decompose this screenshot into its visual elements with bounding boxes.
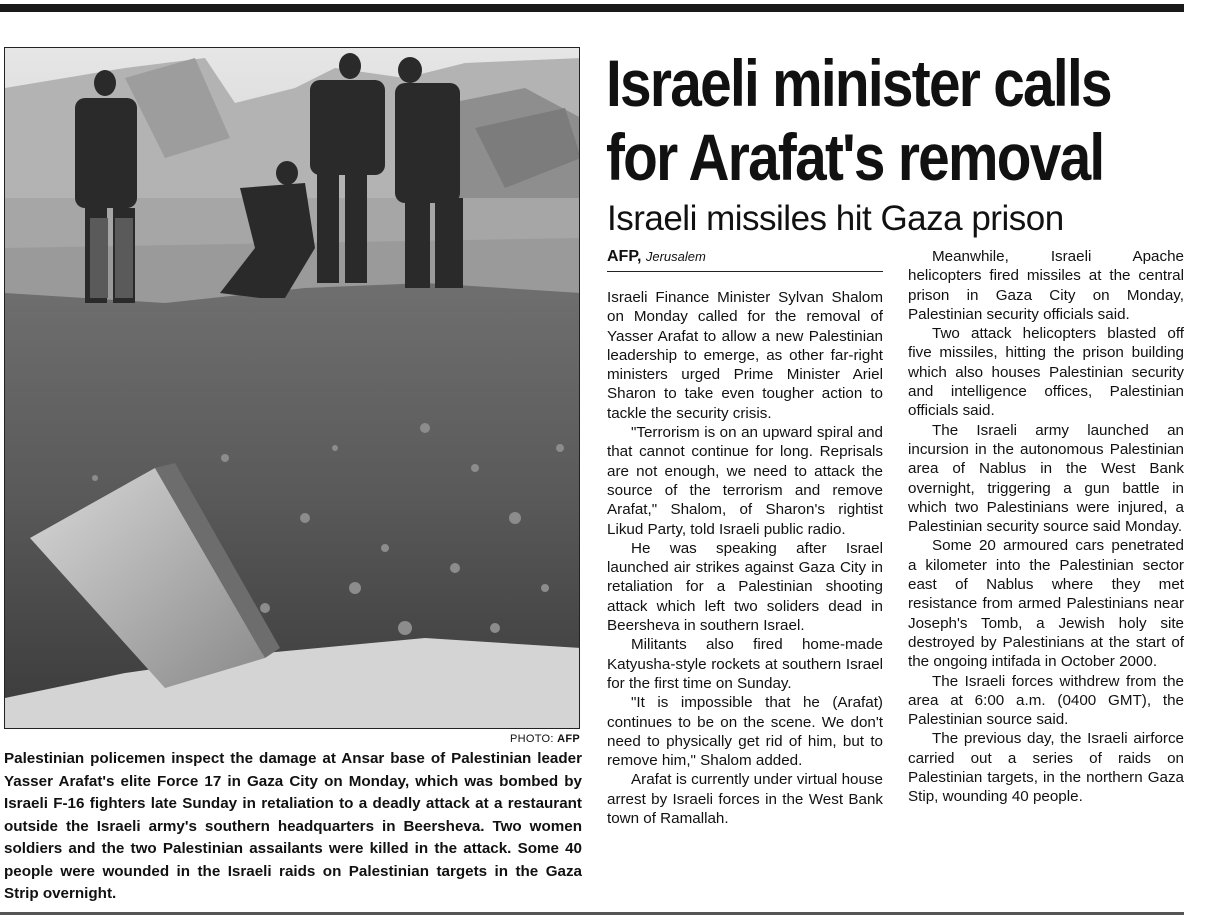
- paragraph: Some 20 armoured cars penetrated a kilometer into the Palestinian sector east of Nablus where they met resistance from armed Palestinians near Joseph's Tomb, a Jewish holy site destroyed by Palestinians at the start of the ongoing intifada in October 2000.: [908, 537, 1184, 671]
- paragraph: The Israeli army launched an incursion in the autonomous Palestinian area of Nablus in the West Bank overnight, triggering a gun battle in which two Palestinians were injured, a Palestinian security source said Monday.: [908, 421, 1184, 536]
- headline-line-2: for Arafat's removal: [606, 120, 1104, 194]
- paragraph: "Terrorism is on an upward spiral and that cannot continue for long. Reprisals are not enough, we need to attack the source of the terrorism and remove Arafat," Shalom, of Sharon's rightist Likud Party, told Israeli public radio.: [607, 424, 883, 538]
- paragraph: The previous day, the Israeli airforce carried out a series of raids on Palestinian targets, in the northern Gaza Stip, wounding 40 people.: [908, 730, 1184, 806]
- paragraph: Meanwhile, Israeli Apache helicopters fired missiles at the central prison in Gaza City on Monday, Palestinian security officials said.: [908, 248, 1184, 323]
- paragraph: He was speaking after Israel launched air strikes against Gaza City in retaliation for a Palestinian shooting attack which left two soliders dead in Beersheva in southern Israel.: [607, 539, 883, 635]
- photo-credit-label: PHOTO:: [509, 733, 554, 745]
- paragraph: "It is impossible that he (Arafat) continues to be on the scene. We don't need to physically get rid of him, but to remove him," Shalom added.: [607, 694, 883, 770]
- photo-credit: [380, 733, 580, 745]
- subheadline: Israeli missiles hit Gaza prison: [607, 199, 1064, 238]
- news-photo: [4, 47, 580, 729]
- paragraph: The Israeli forces withdrew from the area at 6:00 a.m. (0400 GMT), the Palestinian source said.: [908, 672, 1184, 729]
- article-column-2: [908, 247, 1184, 807]
- photo-caption: Palestinian policemen inspect the damage at Ansar base of Palestinian leader Yasser Arafat's elite Force 17 in Gaza City on Monday, which was bombed by Israeli F-16 fighters late Sunday in retaliation to a deadly attack at a restaurant outside the Israeli army's southern headquarters in Beersheva. Two women soldiers and the two Palestinian assailants were killed in the attack. Some 40 people were wounded in the Israeli raids on Palestinian targets in the Gaza Strip overnight.: [4, 750, 582, 902]
- byline-source: AFP,: [607, 248, 642, 265]
- headline: [606, 46, 1111, 194]
- top-rule: [0, 4, 1184, 12]
- article-column-1: [607, 288, 883, 828]
- headline-line-1: Israeli minister calls: [606, 46, 1111, 120]
- byline: [607, 246, 883, 272]
- paragraph: Militants also fired home-made Katyusha-style rockets at southern Israel for the first time on Sunday.: [607, 636, 883, 692]
- paragraph: Israeli Finance Minister Sylvan Shalom on Monday called for the removal of Yasser Arafat to allow a new Palestinian leadership to emerge, as other far-right ministers urged Prime Minister Ariel Sharon to take even tougher action to tackle the security crisis.: [607, 289, 883, 422]
- paragraph: Two attack helicopters blasted off five missiles, hitting the prison building which also houses Palestinian security and intelligence offices, Palestinian officials said.: [908, 325, 1184, 420]
- paragraph: Arafat is currently under virtual house arrest by Israeli forces in the West Bank town of Ramallah.: [607, 771, 883, 828]
- photo-credit-source: AFP: [557, 733, 580, 745]
- byline-location: Jerusalem: [645, 249, 706, 264]
- bottom-rule: [0, 912, 1184, 915]
